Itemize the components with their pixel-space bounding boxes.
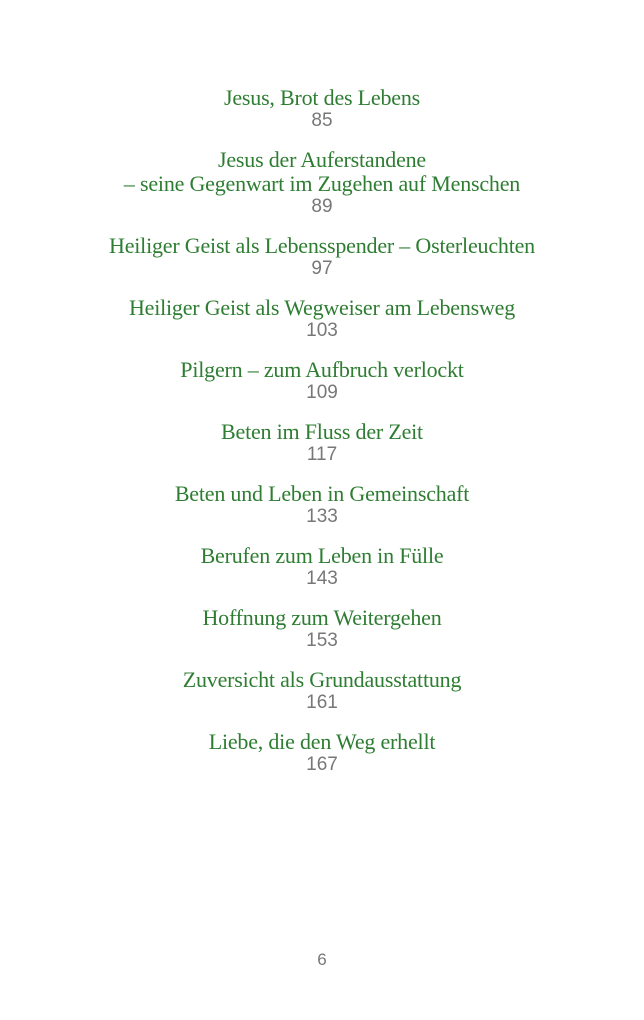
toc-entry-page-number: 161 [306, 692, 338, 713]
toc-entry-page-number: 133 [306, 506, 338, 527]
toc-entry-title: Zuversicht als Grundausstattung [182, 667, 462, 692]
toc-entry-title: Jesus, Brot des Lebens [223, 85, 421, 110]
toc-entry-title-continuation: – seine Gegenwart im Zugehen auf Menschen [123, 171, 521, 196]
toc-entry-title: Berufen zum Leben in Fülle [200, 543, 444, 568]
toc-entry-title: Pilgern – zum Aufbruch verlockt [180, 357, 464, 382]
toc-entry-title: Heiliger Geist als Wegweiser am Lebensweg [128, 295, 516, 320]
toc-entry-page-number: 117 [306, 444, 338, 465]
toc-entry [0, 420, 644, 466]
toc-entry [0, 668, 644, 714]
toc-entry-page-number: 143 [306, 568, 338, 589]
toc-entry-page-number: 85 [311, 110, 333, 131]
toc-entry [0, 148, 644, 218]
toc-entry [0, 606, 644, 652]
toc-entry-page-number: 153 [306, 630, 338, 651]
toc-entry-page-number: 109 [306, 382, 338, 403]
toc-entry-title: Jesus der Auferstandene [218, 147, 426, 172]
toc-entry [0, 358, 644, 404]
table-of-contents [0, 86, 644, 792]
toc-entry [0, 482, 644, 528]
toc-entry [0, 296, 644, 342]
toc-entry [0, 730, 644, 776]
toc-entry-page-number: 97 [311, 258, 333, 279]
toc-entry-title: Liebe, die den Weg erhellt [208, 729, 436, 754]
page-folio-number: 6 [317, 950, 327, 969]
toc-entry [0, 86, 644, 132]
toc-entry [0, 234, 644, 280]
toc-entry-title: Beten im Fluss der Zeit [221, 419, 423, 444]
toc-entry-title: Beten und Leben in Gemeinschaft [174, 481, 470, 506]
toc-entry-page-number: 167 [306, 754, 338, 775]
toc-entry-page-number: 103 [306, 320, 338, 341]
toc-entry-title: Hoffnung zum Weitergehen [202, 605, 442, 630]
toc-entry-page-number: 89 [311, 196, 333, 217]
toc-entry [0, 544, 644, 590]
toc-entry-title: Heiliger Geist als Lebensspender – Osterleuchten [109, 233, 535, 258]
